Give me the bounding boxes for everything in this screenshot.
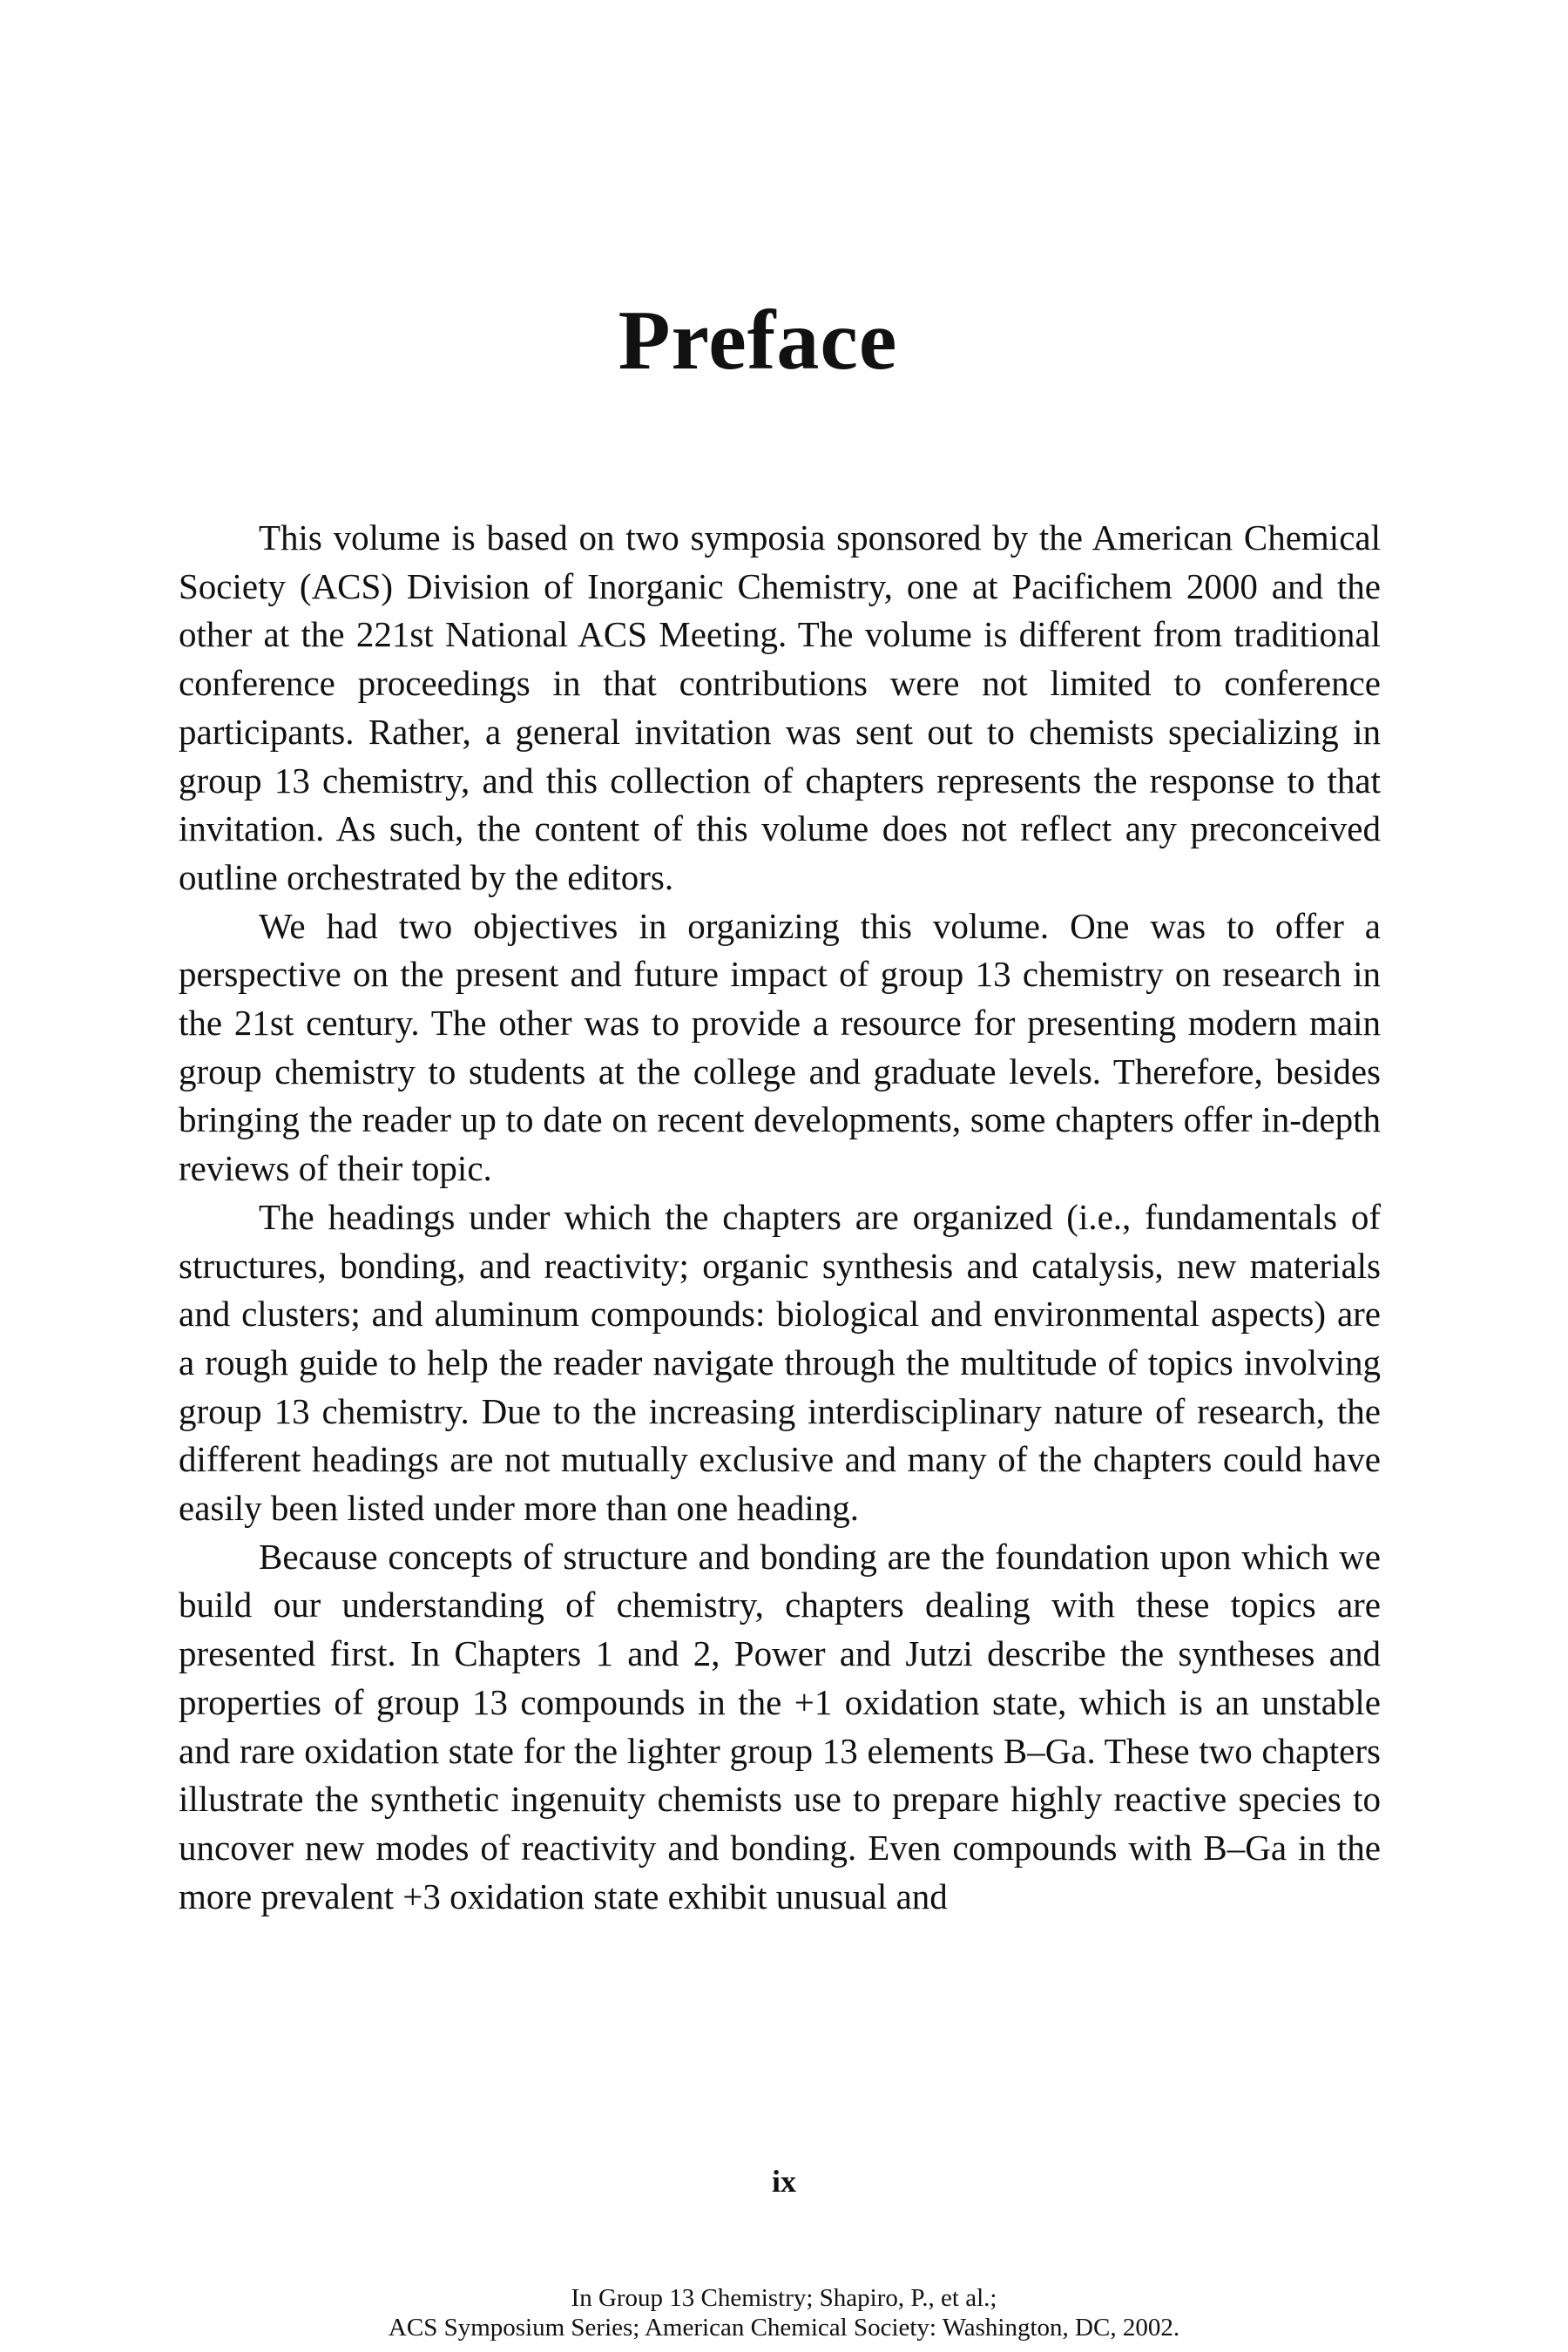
paragraph-3: The headings under which the chapters are organized (i.e., fundamentals of structures, bonding, and reactivity; organic synthesis and catalysis, new materials and clusters; and aluminum compounds: biological and environmental aspects) are a rough guide to help the reader navigate through the multitude of topics involving group 13 chemistry. Due to the increasing interdisciplinary nature of research, the different headings are not mutually exclusive and many of the chapters could have easily been listed under more than one heading. xyxy=(179,1196,1381,1529)
preface-body xyxy=(179,514,1381,1921)
citation-line-1: In Group 13 Chemistry; Shapiro, P., et al.; xyxy=(571,2284,997,2312)
page-title: Preface xyxy=(618,294,898,388)
paragraph-4: Because concepts of structure and bonding are the foundation upon which we build our understanding of chemistry, chapters dealing with these topics are presented first. In Chapters 1 and 2, Power and Jutzi describe the syntheses and properties of group 13 compounds in the +1 oxidation state, which is an unstable and rare oxidation state for the lighter group 13 elements B–Ga. These two chapters illustrate the synthetic ingenuity chemists use to prepare highly reactive species to uncover new modes of reactivity and bonding. Even compounds with B–Ga in the more prevalent +3 oxidation state exhibit unusual and xyxy=(179,1536,1381,1916)
paragraph-2: We had two objectives in organizing this volume. One was to offer a perspective on the present and future impact of group 13 chemistry on research in the 21st century. The other was to provide a resource for presenting modern main group chemistry to students at the college and graduate levels. Therefore, besides bringing the reader up to date on recent developments, some chapters offer in-depth reviews of their topic. xyxy=(179,905,1381,1189)
page-number: ix xyxy=(771,2164,796,2199)
citation-line-2: ACS Symposium Series; American Chemical Society: Washington, DC, 2002. xyxy=(388,2314,1180,2342)
paragraph-1: This volume is based on two symposia sponsored by the American Chemical Society (ACS) Division of Inorganic Chemistry, one at Pacifichem 2000 and the other at the 221st National ACS Meeting. The volume is different from traditional conference proceedings in that contributions were not limited to conference participants. Rather, a general invitation was sent out to chemists specializing in group 13 chemistry, and this collection of chapters represents the response to that invitation. As such, the content of this volume does not reflect any preconceived outline orchestrated by the editors. xyxy=(179,517,1381,897)
